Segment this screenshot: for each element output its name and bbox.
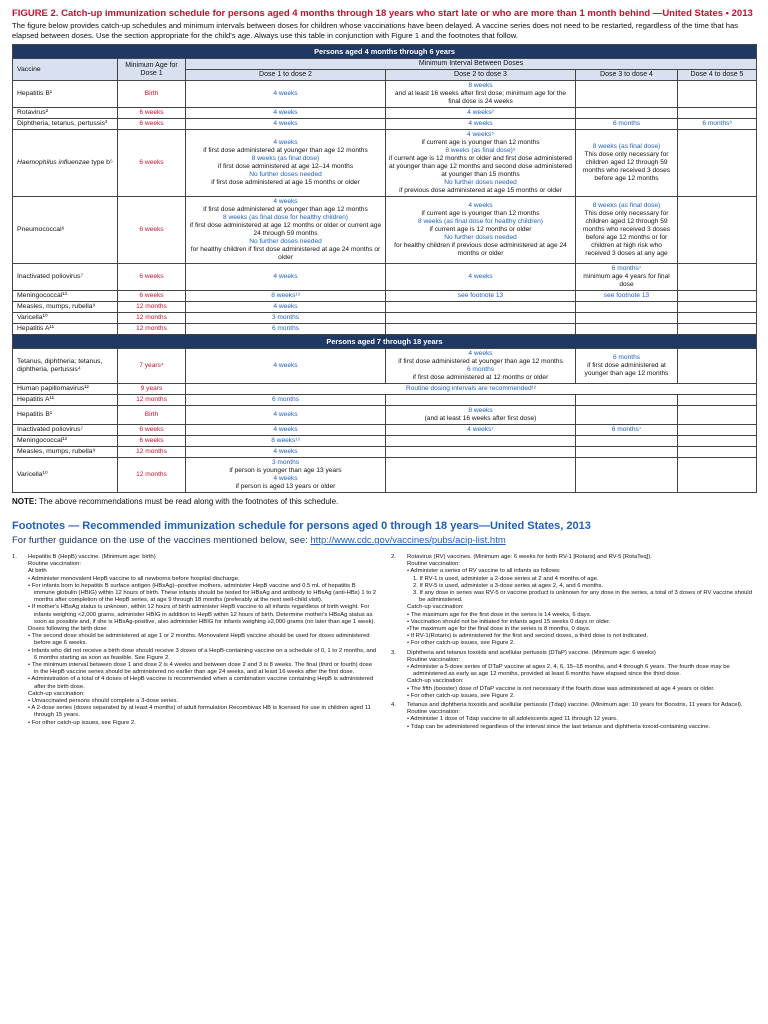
interval-dose4-5 [678,264,757,291]
cell-line: 8 weeks (as final dose for healthy children) [223,214,348,221]
footnote-line: • If RV-1(Rotarix) is administered for the first and second doses, a third dose is not indicated. [407,633,648,640]
footnote-line: •The maximum age for the final dose in the series is 8 months, 0 days. [407,626,591,633]
table-row [13,349,757,384]
footnote-body [407,702,743,731]
header-dose3-4: Dose 3 to dose 4 [576,70,678,81]
cell-line: 3 months [271,314,300,321]
vaccine-name: Varicella¹⁰ [13,458,118,493]
footnote-number: 1. [12,554,17,560]
cell-line: 4 weeks [273,303,298,310]
header-dose4-5: Dose 4 to dose 5 [678,70,757,81]
interval-dose3-4 [576,264,678,291]
cell-line: if first dose administered at younger than age 12 months [584,362,669,377]
guidance-text: For further guidance on the use of the vaccines mentioned below, see: [12,535,308,546]
interval-dose4-5 [678,458,757,493]
table-row [13,130,757,197]
footnote-line: • For other catch-up issues, see Figure 2. [407,692,515,699]
cell-line: 8 weeks¹³ [271,437,300,444]
section-header-7y-18y: Persons aged 7 through 18 years [13,335,757,349]
table-row [13,313,757,324]
interval-dose3-4 [576,81,678,108]
footnotes-column-left [12,554,377,731]
cell-line: if first dose administered at younger than age 12 months [398,358,563,365]
footnotes-guidance [12,535,756,546]
figure-intro: The figure below provides catch-up schedules and minimum intervals between doses for children whose vaccinations have been delayed. A vaccine series does not need to be restarted, regardless of the time that has elapsed between doses. Use the section appropriate for the child's age. Always use this table in conjunction with Figure 1 and the footnotes that follow. [12,21,739,40]
vaccine-name: Hepatitis A¹¹ [13,395,118,406]
footnote-line: Catch-up vaccination: [407,678,464,685]
interval-dose1-2 [186,349,386,384]
footnote-item [391,650,756,700]
cell-line: 6 months⁷ [611,426,642,433]
cell-line: No further doses needed [249,238,322,245]
interval-dose2-3 [386,130,576,197]
interval-dose2-3 [386,324,576,335]
interval-dose3-4 [576,313,678,324]
min-age-value: Birth [118,81,186,108]
table-row [13,406,757,425]
cell-line: see footnote 13 [603,292,650,299]
footnote-line: • The second dose should be administered at age 1 or 2 months. Monovalent HepB vaccine should be used for doses administered before age 6 weeks. [28,633,370,647]
vaccine-name: Diphtheria, tetanus, pertussis³ [13,119,118,130]
interval-dose1-2 [186,436,386,447]
catch-up-schedule-table [12,44,757,493]
cell-line: 8 weeks (as final dose for healthy children) [418,218,543,225]
cell-line: 6 months [612,354,641,361]
footnote-line: 3. If any dose in series was RV-5 or vaccine product is unknown for any dose in the series, a total of 3 doses of RV vaccine should be administered. [413,590,753,604]
cell-line: No further doses needed [444,179,517,186]
footnotes-columns [12,554,756,731]
interval-dose3-4 [576,291,678,302]
cell-line: This dose only necessary for children aged 12 through 59 months who received 3 doses before age 12 months [582,151,671,182]
footnote-number: 3. [391,649,396,656]
note-text: The above recommendations must be read along with the footnotes of this schedule. [38,497,339,506]
footnote-line: • Administration of a total of 4 doses of HepB vaccine is recommended when a combination vaccine containing HepB is administered after the birth dose. [28,676,374,690]
cell-line: No further doses needed [444,234,517,241]
interval-dose1-2 [186,119,386,130]
table-row [13,119,757,130]
cell-line: if first dose administered at age 15 months or older [211,179,360,186]
table-row [13,302,757,313]
note-label: NOTE: [12,497,37,506]
cell-line: and at least 16 weeks after first dose; minimum age for the final dose is 24 weeks [394,90,567,105]
interval-dose4-5 [678,395,757,406]
interval-dose1-2 [186,291,386,302]
interval-dose1-2 [186,324,386,335]
table-row [13,425,757,436]
table-row [13,291,757,302]
interval-dose3-4 [576,458,678,493]
footnote-line: • Unvaccinated persons should complete a 3-dose series. [28,698,179,705]
footnote-body [407,554,756,648]
cell-line: if current age is younger than 12 months [421,210,540,217]
cell-line: 4 weeks [468,202,493,209]
footnote-line: Catch-up vaccination: [407,604,464,611]
cell-line: if person is aged 13 years or older [235,483,336,490]
interval-dose1-2 [186,302,386,313]
vaccine-name: Human papillomavirus¹² [13,384,118,395]
min-age-value: 6 weeks [118,436,186,447]
interval-dose3-4 [576,197,678,264]
footnote-line: Doses following the birth dose [28,626,107,633]
interval-dose4-5 [678,324,757,335]
min-age-value: 9 years [118,384,186,395]
interval-dose1-2 [186,197,386,264]
interval-dose3-4 [576,406,678,425]
interval-dose2-3 [386,425,576,436]
interval-dose2-3 [386,302,576,313]
cell-line: 3 months [271,459,300,466]
min-age-value: 12 months [118,395,186,406]
min-age-value: 6 weeks [118,108,186,119]
vaccine-name: Hepatitis B¹ [13,81,118,108]
interval-dose1-2 [186,395,386,406]
cell-line: if first dose administered at younger than age 12 months [203,147,368,154]
schedule-note [12,497,756,506]
interval-dose2-3 [386,81,576,108]
footnote-item [391,702,756,731]
footnote-line: • Administer a series of RV vaccine to all infants as follows: [407,568,561,575]
vaccine-name: Inactivated poliovirus⁷ [13,264,118,291]
min-age-value: 7 years⁴ [118,349,186,384]
header-min-interval: Minimum Interval Between Doses [186,59,757,70]
table-row [13,458,757,493]
cell-line: 8 weeks (as final dose) [592,143,661,150]
interval-dose4-5 [678,302,757,313]
interval-dose1-2 [186,313,386,324]
figure-label: FIGURE 2. [12,8,59,19]
interval-dose4-5 [678,447,757,458]
footnotes-column-right [391,554,756,731]
vaccine-name: Pneumococcal⁶ [13,197,118,264]
cell-line: 6 months³ [702,120,732,127]
cell-line: (and at least 16 weeks after first dose) [424,415,537,422]
footnotes-title: Footnotes — Recommended immunization schedule for persons aged 0 through 18 years—United States, 2013 [12,520,591,532]
cell-line: 8 weeks (as final dose) [592,202,661,209]
footnote-line: • Administer monovalent HepB vaccine to all newborns before hospital discharge. [28,575,240,582]
interval-dose2-3 [386,119,576,130]
vaccine-name: Tetanus, diphtheria; tetanus, diphtheria, pertussis⁴ [13,349,118,384]
footnote-line: Rotavirus (RV) vaccines. (Minimum age: 6 weeks for both RV-1 [Rotarix] and RV-5 [RotaTeq]). [407,554,652,560]
table-row [13,264,757,291]
interval-dose2-3 [386,313,576,324]
interval-dose4-5 [678,291,757,302]
cell-line: if current age is 12 months or older [429,226,532,233]
footnote-line: Catch-up vaccination: [28,690,85,697]
cell-line: if current age is 12 months or older and first dose administered at younger than age 12 months and second dose administered at younger than 15 months [389,155,572,178]
interval-dose3-4 [576,324,678,335]
cell-line: if previous dose administered at age 15 months or older [399,187,562,194]
footnote-line: At birth [28,568,47,575]
cell-line: minimum age 4 years for final dose [583,273,670,288]
footnote-line: • Administer a 5-dose series of DTaP vaccine at ages 2, 4, 6, 15–18 months, and 4 through 6 years. The fourth dose may be administered as early as age 12 months, provided at least 6 months have elapsed since the third dose. [407,664,730,678]
interval-dose3-4 [576,130,678,197]
cell-line: 4 weeks [273,475,298,482]
interval-dose1-2 [186,447,386,458]
figure-title [12,8,756,20]
interval-dose4-5 [678,425,757,436]
footnote-line: • The maximum age for the first dose in the series is 14 weeks, 6 days. [407,611,592,618]
cell-line: 4 weeks [273,362,298,369]
footnote-line: 1. If RV-1 is used, administer a 2-dose series at 2 and 4 months of age. [413,575,599,582]
interval-span: Routine dosing intervals are recommended¹² [186,384,757,395]
cell-line: 4 weeks [273,198,298,205]
vaccine-name: Measles, mumps, rubella⁹ [13,302,118,313]
interval-dose1-2 [186,425,386,436]
vaccine-name: Hepatitis B¹ [13,406,118,425]
interval-dose1-2 [186,130,386,197]
interval-dose4-5 [678,313,757,324]
cell-line: 6 months [271,396,300,403]
vaccine-name: Varicella¹⁰ [13,313,118,324]
cell-line: 6 months [271,325,300,332]
cell-line: 4 weeks [273,120,298,127]
interval-dose4-5 [678,197,757,264]
cell-line: 4 weeks² [467,109,494,116]
interval-dose4-5 [678,81,757,108]
footnote-line: • For infants born to hepatitis B surface antigen (HBsAg)–positive mothers, administer HepB vaccine and 0.5 mL of hepatitis B immune globulin (HBIG) within 12 hours of birth. These infants should be tested for HBsAg and antibody to HBsAg (anti-HBs) 1 to 2 months after completion of the HepB series, at age 9 through 18 months (preferably at the next well-child visit). [28,582,377,604]
footnote-line: • Tdap can be administered regardless of the interval since the last tetanus and diphtheria toxoid-containing vaccine. [407,723,711,730]
cell-line: 6 months [612,120,641,127]
interval-dose3-4 [576,302,678,313]
footnote-line: Diphtheria and tetanus toxoids and acellular pertussis (DTaP) vaccine. (Minimum age: 6 weeks) [407,649,656,656]
cell-line: This dose only necessary for children aged 12 through 59 months who received 3 doses before age 12 months or for children at high risk who received 3 doses at any age [582,210,671,257]
cell-line: 8 weeks¹³ [271,292,300,299]
interval-dose3-4 [576,436,678,447]
vaccine-name: Meningococcal¹³ [13,291,118,302]
footnote-line: Routine vaccination: [407,709,461,716]
footnote-number: 4. [391,702,396,709]
interval-dose2-3 [386,447,576,458]
section-header-4m-6y: Persons aged 4 months through 6 years [13,45,757,59]
footnote-number: 2. [391,554,396,560]
interval-dose2-3 [386,406,576,425]
table-row [13,395,757,406]
footnote-line: • Vaccination should not be initiated for infants aged 15 weeks 0 days or older. [407,618,611,625]
footnote-line: • If mother's HBsAg status is unknown, within 12 hours of birth administer HepB vaccine to all infants regardless of birth weight. For infants weighing <2,000 grams, administer HBIG in addition to HepB within 12 hours of birth. Determine mother's HBsAg status as soon as possible and, if she is HBsAg-positive, also administer HBIG for infants weighing ≥2,000 grams (no later than age 1 week). [28,604,376,625]
footnote-line: • For other catch-up issues, see Figure 2. [407,640,515,647]
footnote-line: • A 2-dose series (doses separated by at least 4 months) of adult formulation Recombivax HB is licensed for use in children aged 11 through 15 years. [28,705,371,719]
footnote-line: • Administer 1 dose of Tdap vaccine to all adolescents aged 11 through 12 years. [407,716,618,723]
header-min-age: Minimum Age for Dose 1 [118,59,186,81]
min-age-value: 6 weeks [118,197,186,264]
cell-line: 4 weeks [273,448,298,455]
cell-line: 4 weeks [273,109,298,116]
cell-line: if first dose administered at age 12 months or older or current age 24 through 59 months [189,222,382,237]
cell-line: 4 weeks [273,411,298,418]
cell-line: 4 weeks [468,120,493,127]
min-age-value: 12 months [118,302,186,313]
cell-line: if first dose administered at age 12–14 months [217,163,354,170]
min-age-value: 6 weeks [118,291,186,302]
interval-dose2-3 [386,108,576,119]
footnote-line: • The fifth (booster) dose of DTaP vaccine is not necessary if the fourth dose was administered at age 4 years or older. [407,685,715,692]
cell-line: 4 weeks [468,273,493,280]
footnote-line: Routine vaccination: [407,561,461,568]
footnote-item [391,554,756,648]
interval-dose1-2 [186,406,386,425]
interval-dose2-3 [386,436,576,447]
interval-dose4-5 [678,349,757,384]
footnote-line: Routine vaccination: [407,656,461,663]
cell-line: for healthy children if first dose administered at age 24 months or older [190,246,381,261]
interval-dose4-5 [678,119,757,130]
interval-dose4-5 [678,130,757,197]
table-row [13,197,757,264]
vaccine-name: Inactivated poliovirus⁷ [13,425,118,436]
cell-line: if current age is younger than 12 months [421,139,540,146]
table-row [13,81,757,108]
cell-line: 4 weeks⁵ [467,131,494,138]
header-dose2-3: Dose 2 to dose 3 [386,70,576,81]
min-age-value: Birth [118,406,186,425]
interval-dose3-4 [576,349,678,384]
min-age-value: 12 months [118,324,186,335]
footnote-line: 2. If RV-5 is used, administer a 3-dose series at ages 2, 4, and 6 months. [413,582,604,589]
cell-line: for healthy children if previous dose administered at age 24 months or older [394,242,567,257]
min-age-value: 12 months [118,458,186,493]
cell-line: 8 weeks [468,82,493,89]
cell-line: if first dose administered at 12 months or older [412,374,549,381]
vaccine-name-italic: Haemophilus influenzae [17,159,90,166]
footnote-line: Tetanus and diphtheria toxoids and acellular pertussis (Tdap) vaccine. (Minimum age: 10 years for Boostrix, 11 years for Adacel). [407,702,743,709]
table-row [13,108,757,119]
vaccine-name: Hepatitis A¹¹ [13,324,118,335]
footnote-body [407,650,756,700]
interval-dose1-2 [186,264,386,291]
interval-dose4-5 [678,108,757,119]
footnote-line: Hepatitis B (HepB) vaccine. (Minimum age: birth) [28,554,156,560]
interval-dose1-2 [186,458,386,493]
header-dose1-2: Dose 1 to dose 2 [186,70,386,81]
interval-dose2-3 [386,291,576,302]
cell-line: 8 weeks [468,407,493,414]
cell-line: 8 weeks (as final dose)⁵ [445,147,516,154]
min-age-value: 6 weeks [118,130,186,197]
interval-dose2-3 [386,349,576,384]
cell-line: 4 weeks [273,273,298,280]
min-age-value: 12 months [118,447,186,458]
interval-dose2-3 [386,395,576,406]
cell-line: 4 weeks [468,350,493,357]
interval-dose1-2 [186,81,386,108]
interval-dose4-5 [678,406,757,425]
figure-title-text: Catch-up immunization schedule for persons aged 4 months through 18 years who start late or who are more than 1 month behind —United States • 2013 [61,8,753,19]
interval-dose3-4 [576,425,678,436]
interval-dose2-3 [386,197,576,264]
table-row [13,436,757,447]
interval-dose3-4 [576,108,678,119]
acip-link[interactable]: http://www.cdc.gov/vaccines/pubs/acip-list.htm [310,535,506,546]
footnote-line: • Infants who did not receive a birth dose should receive 3 doses of a HepB-containing vaccine on a schedule of 0, 1 to 2 months, and 6 months starting as soon as feasible. See Figure 2. [28,647,377,661]
cell-line: 4 weeks [273,90,298,97]
cell-line: 4 weeks [273,426,298,433]
cell-line: if first dose administered at younger than age 12 months [203,206,368,213]
interval-dose4-5 [678,436,757,447]
cell-line: see footnote 13 [457,292,504,299]
cell-line: 8 weeks (as final dose) [251,155,320,162]
footnote-line: Routine vaccination: [28,561,82,568]
vaccine-name: Rotavirus² [13,108,118,119]
cell-line: 4 weeks [273,139,298,146]
cell-line: if person is younger than age 13 years [229,467,342,474]
vaccine-name: Meningococcal¹³ [13,436,118,447]
header-vaccine: Vaccine [13,59,118,81]
interval-dose3-4 [576,447,678,458]
min-age-value: 12 months [118,313,186,324]
vaccine-name: Measles, mumps, rubella⁹ [13,447,118,458]
interval-dose3-4 [576,395,678,406]
table-row [13,384,757,395]
interval-dose3-4 [576,119,678,130]
vaccine-name: Haemophilus influenzae type b⁵ [13,130,118,197]
min-age-value: 6 weeks [118,119,186,130]
interval-dose1-2 [186,108,386,119]
interval-dose2-3 [386,264,576,291]
cell-line: 4 weeks⁷ [467,426,494,433]
min-age-value: 6 weeks [118,425,186,436]
footnote-line: • The minimum interval between dose 1 and dose 2 is 4 weeks and between dose 2 and 3 is 8 weeks. The final (third or fourth) dose in the HepB vaccine series should be administered no earlier than age 24 weeks, and at least 16 weeks after the first dose. [28,662,373,676]
cell-line: 6 months [466,366,495,373]
table-row [13,324,757,335]
footnote-line: • For other catch-up issues, see Figure 2. [28,719,136,726]
interval-dose2-3 [386,458,576,493]
cell-line: 6 months⁷ [611,265,642,272]
footnote-item [12,554,377,727]
min-age-value: 6 weeks [118,264,186,291]
table-row [13,447,757,458]
cell-line: No further doses needed [249,171,322,178]
footnote-body [28,554,377,727]
